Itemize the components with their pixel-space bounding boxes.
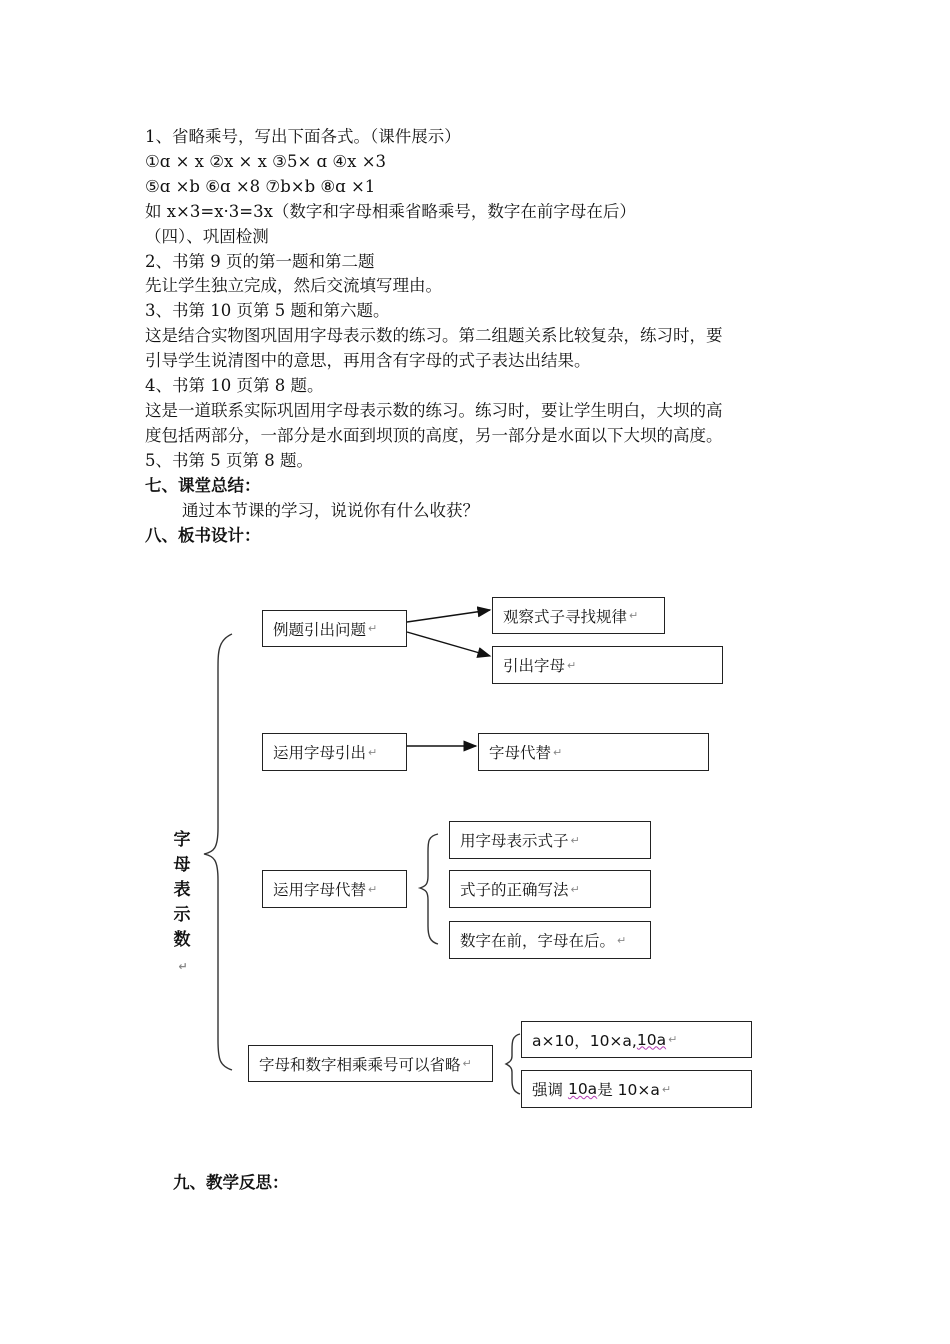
text-line-3: ⑤ɑ ×b ⑥ɑ ×8 ⑦b×b ⑧ɑ ×1 xyxy=(145,177,376,196)
node-use-intro: 运用字母引出 ↵ xyxy=(262,733,407,771)
text-line-6: 2、书第 9 页的第一题和第二题 xyxy=(145,252,375,271)
node-intro-problem: 例题引出问题 ↵ xyxy=(262,610,407,647)
diagram-vertical-title xyxy=(170,828,194,979)
title-char-3: 表 xyxy=(173,880,191,900)
node-letter: 引出字母 ↵ xyxy=(492,646,723,684)
section-9-heading: 九、教学反思： xyxy=(173,1173,289,1192)
section-7-text: 通过本节课的学习，说说你有什么收获？ xyxy=(182,501,479,520)
text-line-14: 5、书第 5 页第 8 题。 xyxy=(145,451,313,470)
text-line-12: 这是一道联系实际巩固用字母表示数的练习。练习时，要让学生明白，大坝的高 xyxy=(145,401,723,420)
node-use-replace: 运用字母代替 ↵ xyxy=(262,870,407,908)
node-correct: 式子的正确写法 ↵ xyxy=(449,870,651,908)
text-line-1: 1、省略乘号，写出下面各式。（课件展示） xyxy=(145,127,461,146)
arrow-to-letter xyxy=(407,632,490,656)
node-observe: 观察式子寻找规律 ↵ xyxy=(492,597,665,634)
text-line-7: 先让学生独立完成，然后交流填写理由。 xyxy=(145,276,442,295)
brace-omit xyxy=(506,1034,520,1094)
node-order: 数字在前，字母在后。 ↵ xyxy=(449,921,651,959)
title-char-2: 母 xyxy=(173,855,191,875)
text-line-11: 4、书第 10 页第 8 题。 xyxy=(145,376,324,395)
text-line-10: 引导学生说清图中的意思，再用含有字母的式子表达出结果。 xyxy=(145,351,591,370)
node-example: a×10，10×a, 10a ↵ xyxy=(521,1021,752,1058)
node-replace: 字母代替 ↵ xyxy=(478,733,709,771)
arrow-to-observe xyxy=(407,610,490,622)
text-line-13: 度包括两部分，一部分是水面到坝顶的高度，另一部分是水面以下大坝的高度。 xyxy=(145,426,723,445)
title-char-5: 数↵ xyxy=(173,930,191,973)
section-7-heading: 七、课堂总结： xyxy=(145,476,261,495)
text-line-2: ①ɑ × x ②x × x ③5× ɑ ④x ×3 xyxy=(145,152,387,171)
title-char-1: 字 xyxy=(173,830,191,850)
node-emphasize: 强调 10a 是 10×a ↵ xyxy=(521,1070,752,1108)
title-char-4: 示 xyxy=(173,905,191,925)
text-line-4: 如 x×3=x·3=3x（数字和字母相乘省略乘号，数字在前字母在后） xyxy=(145,202,636,221)
node-omit: 字母和数字相乘乘号可以省略 ↵ xyxy=(248,1045,493,1082)
text-line-5: （四）、巩固检测 xyxy=(145,227,269,246)
node-expr: 用字母表示式子 ↵ xyxy=(449,821,651,859)
main-brace xyxy=(204,634,232,1070)
text-line-8: 3、书第 10 页第 5 题和第六题。 xyxy=(145,301,390,320)
text-line-9: 这是结合实物图巩固用字母表示数的练习。第二组题关系比较复杂，练习时，要 xyxy=(145,326,723,345)
section-8-heading: 八、板书设计： xyxy=(145,526,261,545)
brace-replace xyxy=(420,834,438,944)
